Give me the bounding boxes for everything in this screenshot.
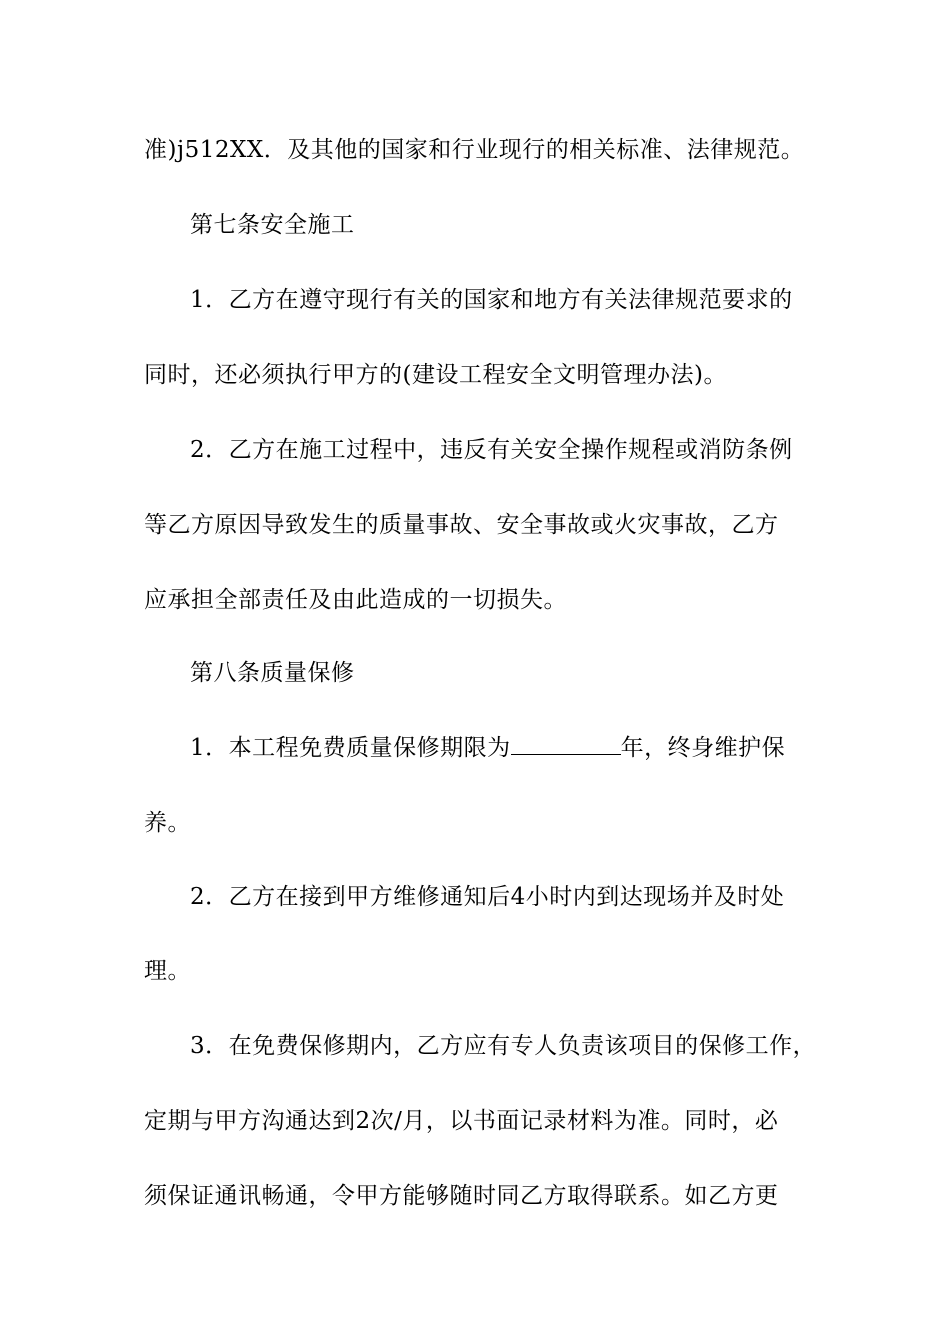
text-line-3: 1．乙方在遵守现行有关的国家和地方有关法律规范要求的 bbox=[190, 287, 793, 313]
text-line-9 bbox=[190, 728, 870, 768]
text-line-15: 须保证通讯畅通，令甲方能够随时同乙方取得联系。如乙方更 bbox=[144, 1183, 779, 1209]
warranty-text-after-blank: 年，终身维护保 bbox=[620, 735, 786, 761]
text-line-11: 2．乙方在接到甲方维修通知后4小时内到达现场并及时处 bbox=[190, 884, 785, 910]
section-heading-7: 第七条安全施工 bbox=[190, 212, 355, 238]
section-heading-8: 第八条质量保修 bbox=[190, 660, 355, 686]
text-line-13: 3．在免费保修期内，乙方应有专人负责该项目的保修工作， bbox=[190, 1033, 817, 1059]
warranty-text-before-blank: 1．本工程免费质量保修期限为 bbox=[190, 735, 511, 761]
text-line-10: 养。 bbox=[144, 810, 191, 836]
text-line-1: 准)j512XX．及其他的国家和行业现行的相关标准、法律规范。 bbox=[144, 137, 805, 163]
text-line-14: 定期与甲方沟通达到2次/月，以书面记录材料为准。同时，必 bbox=[144, 1108, 779, 1134]
text-line-5: 2．乙方在施工过程中，违反有关安全操作规程或消防条例 bbox=[190, 437, 793, 463]
text-line-7: 应承担全部责任及由此造成的一切损失。 bbox=[144, 587, 567, 613]
text-line-4: 同时，还必须执行甲方的(建设工程安全文明管理办法)。 bbox=[144, 362, 727, 388]
text-line-12: 理。 bbox=[144, 958, 191, 984]
text-line-6: 等乙方原因导致发生的质量事故、安全事故或火灾事故，乙方 bbox=[144, 512, 779, 538]
fill-in-blank bbox=[511, 732, 621, 755]
